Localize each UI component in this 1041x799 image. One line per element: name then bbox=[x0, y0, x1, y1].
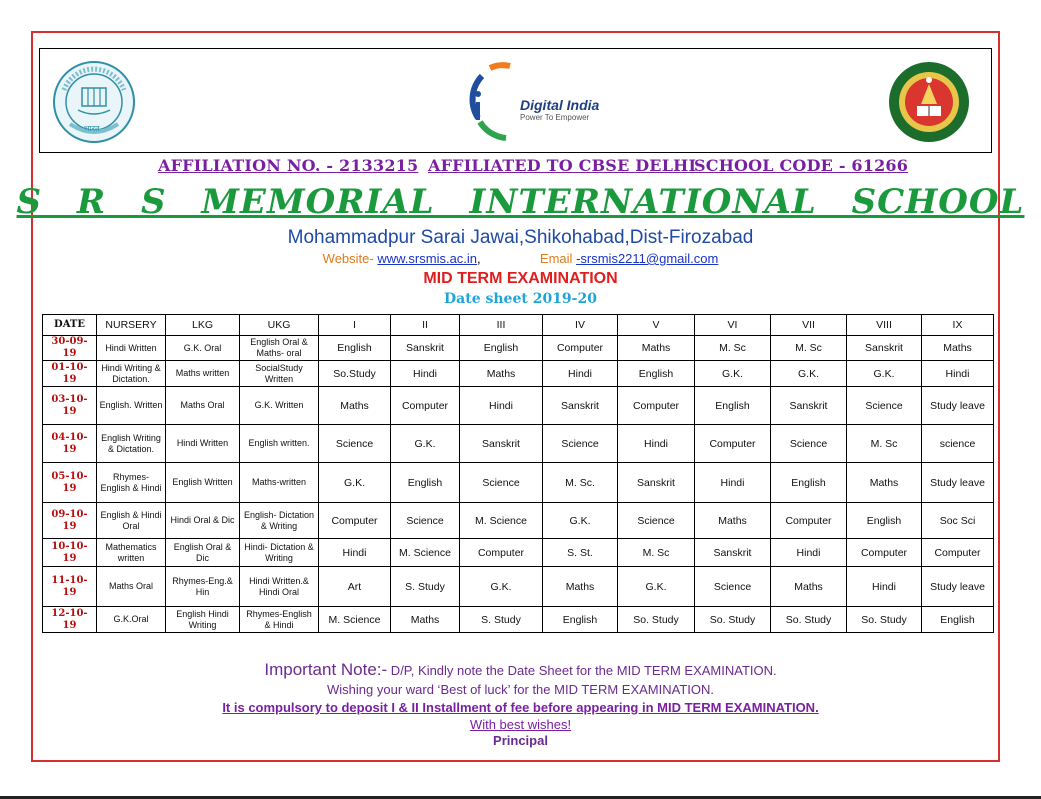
subject-cell: M. Sc bbox=[618, 539, 695, 567]
subject-cell: So. Study bbox=[771, 607, 847, 633]
subject-cell: G.K. bbox=[391, 425, 460, 463]
subject-cell: English Oral & Maths- oral bbox=[240, 336, 319, 361]
cbse-emblem-text: भारत bbox=[84, 124, 100, 133]
subject-cell: English bbox=[922, 607, 994, 633]
subject-cell: Computer bbox=[543, 336, 618, 361]
exam-title: MID TERM EXAMINATION bbox=[423, 270, 618, 287]
header-cell: IV bbox=[543, 315, 618, 336]
subject-cell: English written. bbox=[240, 425, 319, 463]
subject-cell: Computer bbox=[618, 387, 695, 425]
header-cell: II bbox=[391, 315, 460, 336]
subject-cell: SocialStudy Written bbox=[240, 361, 319, 387]
table-row bbox=[43, 503, 994, 539]
sheet-title: Date sheet 2019-20 bbox=[444, 291, 597, 307]
subject-cell: Rhymes-English & Hindi bbox=[240, 607, 319, 633]
affiliation-board: AFFILIATED TO CBSE DELHI bbox=[428, 156, 697, 175]
important-note-label: Important Note:- bbox=[264, 660, 388, 679]
date-cell: 05-10-19 bbox=[43, 463, 97, 503]
subject-cell: M. Sc bbox=[695, 336, 771, 361]
subject-cell: Sanskrit bbox=[771, 387, 847, 425]
subject-cell: English. Written bbox=[97, 387, 166, 425]
subject-cell: English bbox=[391, 463, 460, 503]
subject-cell: Science bbox=[695, 567, 771, 607]
subject-cell: G.K. Written bbox=[240, 387, 319, 425]
header-cell: I bbox=[319, 315, 391, 336]
subject-cell: G.K. Oral bbox=[166, 336, 240, 361]
header-cell: VII bbox=[771, 315, 847, 336]
subject-cell: S. Study bbox=[460, 607, 543, 633]
subject-cell: G.K. bbox=[319, 463, 391, 503]
header-cell: IX bbox=[922, 315, 994, 336]
digital-india-title: Digital India bbox=[520, 97, 600, 113]
subject-cell: Science bbox=[319, 425, 391, 463]
subject-cell: Sanskrit bbox=[847, 336, 922, 361]
subject-cell: English- Dictation & Writing bbox=[240, 503, 319, 539]
subject-cell: Maths bbox=[922, 336, 994, 361]
subject-cell: Hindi Writing & Dictation. bbox=[97, 361, 166, 387]
subject-cell: Mathematics written bbox=[97, 539, 166, 567]
subject-cell: Sanskrit bbox=[695, 539, 771, 567]
email-link[interactable]: -srsmis2211@gmail.com bbox=[576, 251, 719, 266]
fee-notice: It is compulsory to deposit I & II Installment of fee before appearing in MID TERM EXAMINATION. bbox=[222, 700, 819, 715]
subject-cell: English & Hindi Oral bbox=[97, 503, 166, 539]
subject-cell: G.K. bbox=[695, 361, 771, 387]
date-cell: 09-10-19 bbox=[43, 503, 97, 539]
contact-line: Website- www.srsmis.ac.in, Email -srsmis2211@gmail.com bbox=[322, 251, 719, 266]
table-header-row bbox=[43, 315, 994, 336]
subject-cell: Maths-written bbox=[240, 463, 319, 503]
subject-cell: Rhymes-Eng.& Hin bbox=[166, 567, 240, 607]
subject-cell: So. Study bbox=[618, 607, 695, 633]
subject-cell: Science bbox=[391, 503, 460, 539]
subject-cell: Hindi Written bbox=[97, 336, 166, 361]
affiliation-row bbox=[0, 156, 1041, 178]
subject-cell: Art bbox=[319, 567, 391, 607]
subject-cell: Study leave bbox=[922, 387, 994, 425]
subject-cell: English bbox=[460, 336, 543, 361]
subject-cell: English Oral & Dic bbox=[166, 539, 240, 567]
school-crest-icon bbox=[888, 60, 970, 144]
table-row bbox=[43, 463, 994, 503]
important-note bbox=[0, 660, 1041, 680]
subject-cell: English Hindi Writing bbox=[166, 607, 240, 633]
subject-cell: So. Study bbox=[847, 607, 922, 633]
subject-cell: Hindi bbox=[618, 425, 695, 463]
wishes-line: Wishing your ward ‘Best of luck’ for the MID TERM EXAMINATION. bbox=[327, 682, 714, 697]
date-cell: 10-10-19 bbox=[43, 539, 97, 567]
digital-india-tagline: Power To Empower bbox=[520, 113, 590, 122]
header-cell: VIII bbox=[847, 315, 922, 336]
subject-cell: S. St. bbox=[543, 539, 618, 567]
subject-cell: Hindi bbox=[922, 361, 994, 387]
subject-cell: Science bbox=[618, 503, 695, 539]
subject-cell: Hindi- Dictation & Writing bbox=[240, 539, 319, 567]
school-name: S R S MEMORIAL INTERNATIONAL SCHOOL bbox=[16, 182, 1025, 222]
subject-cell: English Written bbox=[166, 463, 240, 503]
subject-cell: Science bbox=[771, 425, 847, 463]
date-sheet-table bbox=[42, 314, 994, 633]
subject-cell: G.K. bbox=[543, 503, 618, 539]
email-label: Email bbox=[539, 251, 573, 266]
subject-cell: English Writing & Dictation. bbox=[97, 425, 166, 463]
subject-cell: Maths Oral bbox=[97, 567, 166, 607]
subject-cell: science bbox=[922, 425, 994, 463]
website-label: Website- bbox=[322, 251, 374, 266]
subject-cell: So.Study bbox=[319, 361, 391, 387]
subject-cell: G.K. bbox=[618, 567, 695, 607]
subject-cell: Sanskrit bbox=[460, 425, 543, 463]
header-cell: V bbox=[618, 315, 695, 336]
subject-cell: M. Science bbox=[319, 607, 391, 633]
header-cell: DATE bbox=[43, 315, 97, 336]
subject-cell: Hindi bbox=[695, 463, 771, 503]
subject-cell: Hindi Written.& Hindi Oral bbox=[240, 567, 319, 607]
subject-cell: Maths bbox=[319, 387, 391, 425]
subject-cell: Hindi Oral & Dic bbox=[166, 503, 240, 539]
website-link[interactable]: www.srsmis.ac.in bbox=[377, 251, 478, 266]
subject-cell: Hindi bbox=[391, 361, 460, 387]
table-row bbox=[43, 567, 994, 607]
subject-cell: Science bbox=[460, 463, 543, 503]
table-row bbox=[43, 387, 994, 425]
header-cell: NURSERY bbox=[97, 315, 166, 336]
date-cell: 04-10-19 bbox=[43, 425, 97, 463]
subject-cell: Study leave bbox=[922, 567, 994, 607]
subject-cell: Sanskrit bbox=[391, 336, 460, 361]
date-cell: 01-10-19 bbox=[43, 361, 97, 387]
principal-signature: Principal bbox=[493, 733, 548, 748]
subject-cell: S. Study bbox=[391, 567, 460, 607]
subject-cell: G.K. bbox=[771, 361, 847, 387]
subject-cell: M. Science bbox=[460, 503, 543, 539]
subject-cell: Maths bbox=[543, 567, 618, 607]
subject-cell: Study leave bbox=[922, 463, 994, 503]
date-cell: 12-10-19 bbox=[43, 607, 97, 633]
subject-cell: Maths bbox=[847, 463, 922, 503]
subject-cell: Hindi bbox=[847, 567, 922, 607]
subject-cell: Science bbox=[543, 425, 618, 463]
affiliation-number: AFFILIATION NO. - 2133215 bbox=[158, 156, 419, 175]
important-note-text: D/P, Kindly note the Date Sheet for the MID TERM EXAMINATION. bbox=[387, 663, 777, 678]
subject-cell: M. Science bbox=[391, 539, 460, 567]
subject-cell: Maths bbox=[460, 361, 543, 387]
subject-cell: Computer bbox=[695, 425, 771, 463]
subject-cell: M. Sc bbox=[771, 336, 847, 361]
table-row bbox=[43, 539, 994, 567]
subject-cell: Science bbox=[847, 387, 922, 425]
subject-cell: Maths written bbox=[166, 361, 240, 387]
header-cell: UKG bbox=[240, 315, 319, 336]
subject-cell: Maths Oral bbox=[166, 387, 240, 425]
subject-cell: Sanskrit bbox=[543, 387, 618, 425]
subject-cell: Hindi bbox=[319, 539, 391, 567]
subject-cell: Sanskrit bbox=[618, 463, 695, 503]
subject-cell: English bbox=[618, 361, 695, 387]
date-cell: 11-10-19 bbox=[43, 567, 97, 607]
subject-cell: Computer bbox=[391, 387, 460, 425]
subject-cell: G.K. bbox=[847, 361, 922, 387]
subject-cell: G.K. bbox=[460, 567, 543, 607]
subject-cell: Maths bbox=[391, 607, 460, 633]
date-cell: 30-09-19 bbox=[43, 336, 97, 361]
subject-cell: Hindi Written bbox=[166, 425, 240, 463]
table-row bbox=[43, 336, 994, 361]
date-cell: 03-10-19 bbox=[43, 387, 97, 425]
table-row bbox=[43, 425, 994, 463]
subject-cell: English bbox=[771, 463, 847, 503]
subject-cell: Hindi bbox=[771, 539, 847, 567]
subject-cell: Maths bbox=[618, 336, 695, 361]
subject-cell: Computer bbox=[460, 539, 543, 567]
header-cell: III bbox=[460, 315, 543, 336]
subject-cell: English bbox=[847, 503, 922, 539]
subject-cell: Rhymes- English & Hindi bbox=[97, 463, 166, 503]
table-row bbox=[43, 607, 994, 633]
subject-cell: English bbox=[319, 336, 391, 361]
subject-cell: Computer bbox=[922, 539, 994, 567]
subject-cell: Maths bbox=[771, 567, 847, 607]
subject-cell: Computer bbox=[847, 539, 922, 567]
subject-cell: Computer bbox=[771, 503, 847, 539]
subject-cell: G.K.Oral bbox=[97, 607, 166, 633]
table-row bbox=[43, 361, 994, 387]
header-cell: LKG bbox=[166, 315, 240, 336]
subject-cell: English bbox=[695, 387, 771, 425]
subject-cell: Hindi bbox=[460, 387, 543, 425]
best-wishes: With best wishes! bbox=[469, 717, 572, 732]
school-code: SCHOOL CODE - 61266 bbox=[694, 156, 909, 175]
subject-cell: So. Study bbox=[695, 607, 771, 633]
subject-cell: Hindi bbox=[543, 361, 618, 387]
subject-cell: Computer bbox=[319, 503, 391, 539]
subject-cell: M. Sc. bbox=[543, 463, 618, 503]
subject-cell: English bbox=[543, 607, 618, 633]
subject-cell: M. Sc bbox=[847, 425, 922, 463]
subject-cell: Maths bbox=[695, 503, 771, 539]
school-address: Mohammadpur Sarai Jawai,Shikohabad,Dist-Firozabad bbox=[287, 227, 754, 248]
subject-cell: Soc Sci bbox=[922, 503, 994, 539]
header-cell: VI bbox=[695, 315, 771, 336]
